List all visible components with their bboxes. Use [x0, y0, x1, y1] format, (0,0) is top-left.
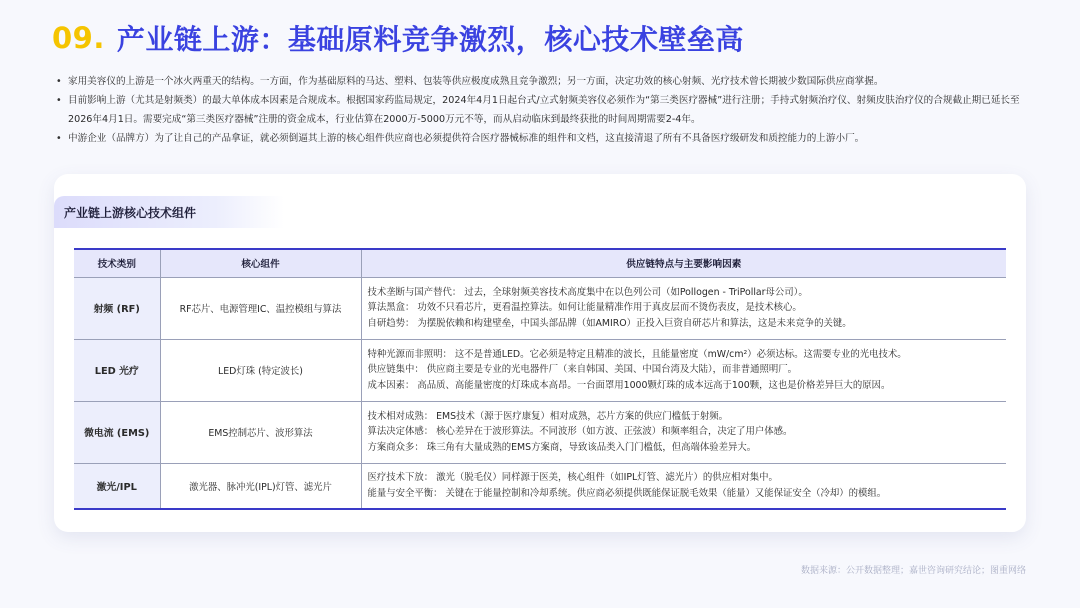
feature-line: 特种光源而非照明： 这不是普通LED。它必须是特定且精准的波长，且能量密度（mW/cm²）必须达标。这需要专业的光电技术。 [367, 348, 907, 360]
table-row [74, 401, 1006, 463]
component-card [54, 174, 1026, 532]
component-cell: EMS控制芯片、波形算法 [160, 401, 361, 463]
feature-line: 技术相对成熟： EMS技术（源于医疗康复）相对成熟，芯片方案的供应门槛低于射频。 [367, 410, 728, 422]
bullet-item: • 目前影响上游（尤其是射频类）的最大单体成本因素是合规成本。根据国家药监局规定，2024年4月1日起台式/立式射频美容仪必须作为“第三类医疗器械”进行注册；手持式射频治疗仪、射频皮肤治疗仪的合规截止期已延长至2026年4月1日。需要完成“第三类医疗器械”注册的资金成本，行业估算在2000万-5000万元不等，而从启动临床到最终获批的时间周期需要2-4年。 [56, 91, 1036, 129]
feature-line: 能量与安全平衡： 关键在于能量控制和冷却系统。供应商必须提供既能保证脱毛效果（能量）又能保证安全（冷却）的模组。 [367, 487, 887, 499]
feature-line: 算法黑盒： 功效不只看芯片，更看温控算法。如何让能量精准作用于真皮层而不烫伤表皮，是技术核心。 [367, 302, 802, 314]
feature-cell [361, 339, 1006, 401]
feature-line: 方案商众多： 珠三角有大量成熟的EMS方案商，导致该品类入门门槛低，但高端体验差异大。 [367, 441, 757, 453]
source-note: 数据来源：公开数据整理；嘉世咨询研究结论；图重网络 [800, 566, 1026, 576]
bullet-item: • 中游企业（品牌方）为了让自己的产品拿证，就必须倒逼其上游的核心组件供应商也必须提供符合医疗器械标准的组件和文档，这直接清退了所有不具备医疗级研发和质控能力的上游小厂。 [56, 129, 1036, 148]
table-row [74, 339, 1006, 401]
bullet-list [56, 72, 1036, 148]
header-cell: 技术类别 [74, 249, 160, 277]
feature-cell [361, 463, 1006, 509]
feature-line: 供应链集中： 供应商主要是专业的光电器件厂（来自韩国、美国、中国台湾及大陆），而非普通照明厂。 [367, 364, 798, 376]
category-cell: LED 光疗 [74, 339, 160, 401]
feature-line: 算法决定体感： 核心差异在于波形算法。不同波形（如方波、正弦波）和频率组合，决定了用户体感。 [367, 426, 793, 438]
feature-line: 自研趋势： 为摆脱依赖和构建壁垒，中国头部品牌（如AMIRO）正投入巨资自研芯片和算法，这是未来竞争的关键。 [367, 317, 852, 329]
component-cell: LED灯珠 (特定波长) [160, 339, 361, 401]
bullet-item: • 家用美容仪的上游是一个冰火两重天的结构。一方面，作为基础原料的马达、塑料、包装等供应极度成熟且竞争激烈；另一方面，决定功效的核心射频、光疗技术曾长期被少数国际供应商掌握。 [56, 72, 1036, 91]
feature-cell [361, 401, 1006, 463]
category-cell: 微电流 (EMS) [74, 401, 160, 463]
title-text: 产业链上游：基础原料竞争激烈，核心技术壁垒高 [116, 23, 744, 56]
card-tag: 产业链上游核心技术组件 [54, 196, 284, 228]
header-cell: 核心组件 [160, 249, 361, 277]
category-cell: 激光/IPL [74, 463, 160, 509]
component-table [74, 248, 1006, 510]
component-cell: 激光器、脉冲光(IPL)灯管、滤光片 [160, 463, 361, 509]
table-header-row [74, 249, 1006, 277]
table-row [74, 277, 1006, 339]
section-number: 09. [52, 21, 105, 55]
feature-line: 医疗技术下放： 激光（脱毛仪）同样源于医美，核心组件（如IPL灯管、滤光片）的供应相对集中。 [367, 472, 778, 484]
feature-line: 成本因素： 高品质、高能量密度的灯珠成本高昂。一台面罩用1000颗灯珠的成本远高于100颗，这也是价格差异巨大的原因。 [367, 379, 891, 391]
page-title [52, 14, 744, 62]
table-row [74, 463, 1006, 509]
header-cell: 供应链特点与主要影响因素 [361, 249, 1006, 277]
feature-line: 技术垄断与国产替代： 过去，全球射频美容技术高度集中在以色列公司（如Pollogen - TriPollar母公司）。 [367, 286, 808, 298]
component-cell: RF芯片、电源管理IC、温控模组与算法 [160, 277, 361, 339]
category-cell: 射频 (RF) [74, 277, 160, 339]
feature-cell [361, 277, 1006, 339]
